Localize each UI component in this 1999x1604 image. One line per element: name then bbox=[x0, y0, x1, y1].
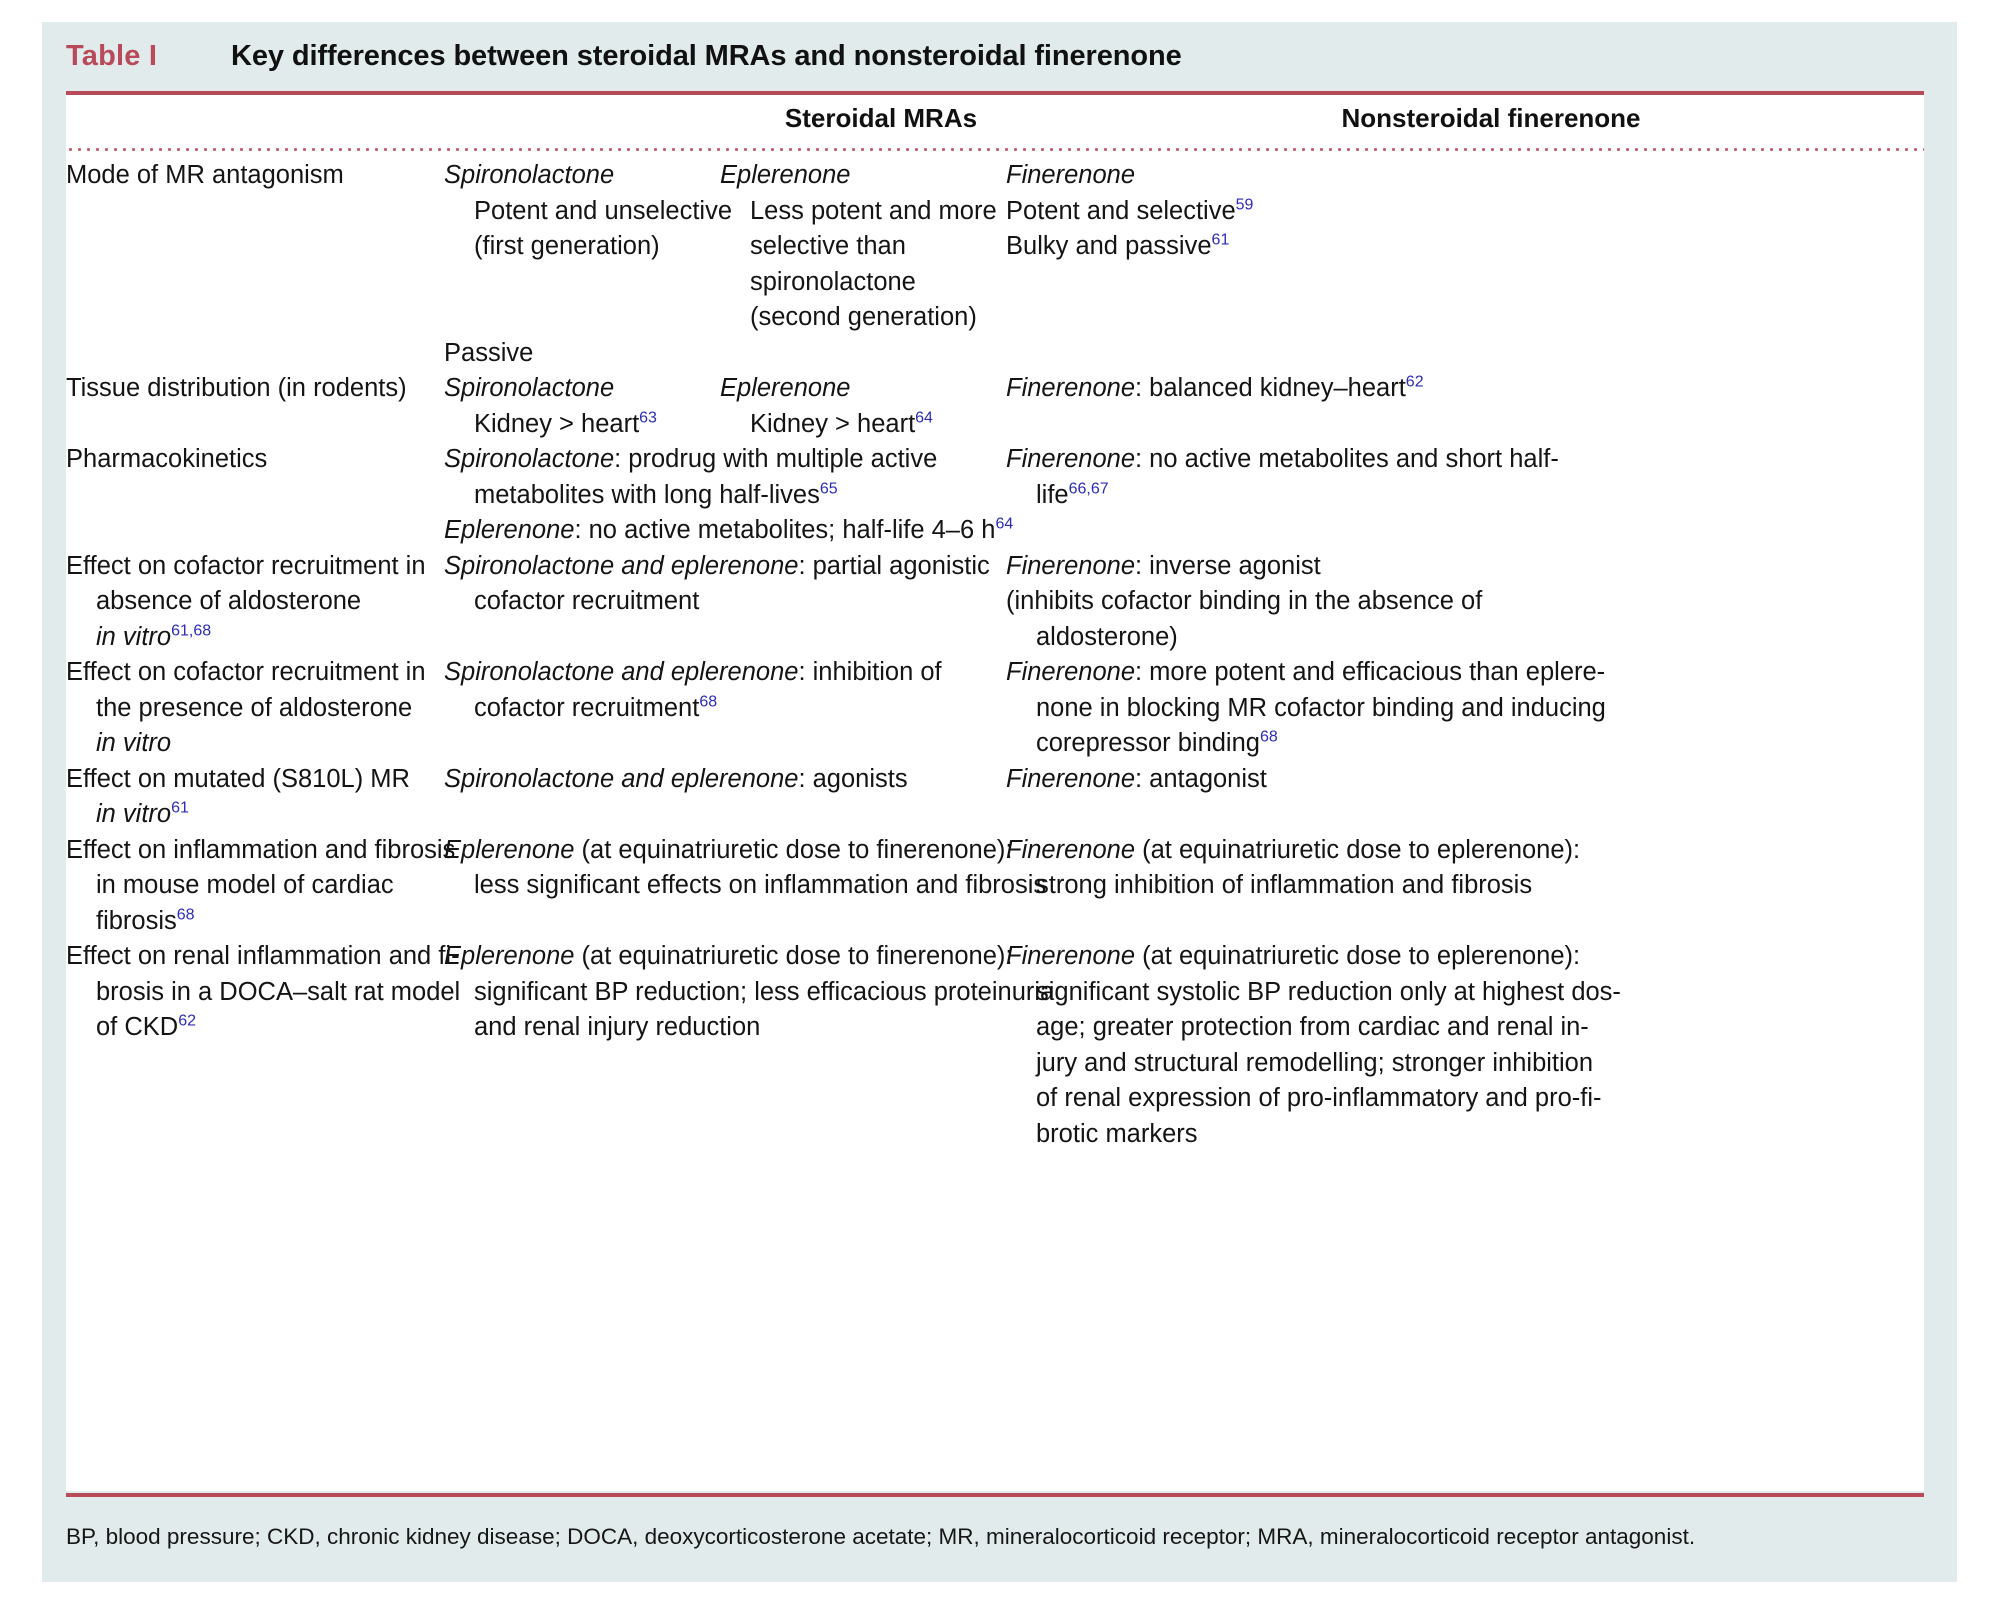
cell-line bbox=[720, 371, 1006, 407]
cell-line: brotic markers bbox=[1036, 1119, 1198, 1148]
cell-line: Effect on cofactor recruitment in bbox=[66, 658, 426, 686]
table-header-dotted-rule bbox=[66, 148, 1924, 151]
reference-superscript: 65 bbox=[819, 480, 838, 497]
italic-term: Eplerenone bbox=[720, 161, 851, 189]
cell-line: metabolites with long half-lives$^{65}$ bbox=[474, 480, 838, 509]
steroidal-merged-cell bbox=[444, 442, 1014, 549]
page-margin-bottom bbox=[0, 1582, 1999, 1604]
cell-line bbox=[444, 158, 720, 194]
cell-line: Effect on mutated (S810L) MR bbox=[66, 764, 410, 793]
table-caption bbox=[66, 40, 1926, 73]
cell-line: Spironolactone and eplerenone: partial agonistic bbox=[444, 551, 990, 580]
reference-superscript: 63 bbox=[639, 409, 657, 426]
row-label-cell bbox=[66, 442, 444, 478]
italic-term: in vitro bbox=[96, 729, 172, 757]
cell-line: Kidney > heart$^{63}$ bbox=[474, 409, 657, 438]
italic-term: Finerenone bbox=[1006, 764, 1136, 793]
cell-line: of renal expression of pro-inflammatory and pro-fi- bbox=[1036, 1084, 1602, 1112]
italic-term: Finerenone bbox=[1006, 835, 1136, 864]
reference-superscript: 62 bbox=[1405, 373, 1424, 391]
finerenone-cell bbox=[1006, 655, 1666, 762]
cell-line: Bulky and passive$^{61}$ bbox=[1006, 231, 1230, 260]
cell-line bbox=[66, 797, 438, 833]
cell-line: Eplerenone (at equinatriuretic dose to finerenone): bbox=[444, 835, 1013, 864]
column-header-steroidal-mras: Steroidal MRAs bbox=[784, 103, 978, 133]
cell-line: selective than bbox=[750, 232, 906, 260]
cell-line: Potent and selective$^{59}$ bbox=[1006, 196, 1254, 225]
cell-line: (first generation) bbox=[474, 232, 660, 260]
row-label-cell bbox=[66, 762, 444, 833]
cell-line: Finerenone: inverse agonist bbox=[1006, 551, 1321, 580]
finerenone-cell bbox=[1006, 371, 1666, 407]
cell-line: Eplerenone (at equinatriuretic dose to finerenone): bbox=[444, 942, 1013, 970]
cell-line: jury and structural remodelling; stronger inhibition bbox=[1036, 1048, 1594, 1077]
cell-line: aldosterone) bbox=[1036, 622, 1178, 651]
cell-line: Kidney > heart$^{64}$ bbox=[750, 409, 933, 438]
cell-line: Finerenone: more potent and efficacious than eplere- bbox=[1006, 658, 1606, 686]
italic-term: Spironolactone bbox=[444, 445, 615, 473]
cell-line: strong inhibition of inflammation and fibrosis bbox=[1036, 871, 1533, 899]
cell-line: Spironolactone: prodrug with multiple active bbox=[444, 445, 938, 473]
reference-superscript: 59 bbox=[1235, 196, 1254, 213]
cell-line: life$^{66,67}$ bbox=[1036, 480, 1109, 509]
italic-term: Spironolactone and eplerenone bbox=[444, 551, 799, 580]
italic-term: Finerenone bbox=[1006, 658, 1136, 686]
reference-superscript: 61 bbox=[171, 799, 189, 817]
cell-line: Spironolactone and eplerenone: inhibition of bbox=[444, 658, 942, 686]
cell-line bbox=[66, 620, 438, 656]
column-header-nonsteroidal-finerenone: Nonsteroidal finerenone bbox=[1341, 103, 1641, 133]
cell-line: corepressor binding$^{68}$ bbox=[1036, 728, 1278, 757]
finerenone-cell bbox=[1006, 939, 1666, 1152]
table-row bbox=[66, 549, 1924, 656]
row-label-cell bbox=[66, 939, 461, 1046]
italic-term: Spironolactone and eplerenone bbox=[444, 764, 799, 793]
steroidal-merged-cell bbox=[444, 939, 1055, 1046]
row-label-cell bbox=[66, 833, 456, 940]
cell-line: Finerenone (at equinatriuretic dose to eplerenone): bbox=[1006, 835, 1581, 864]
steroidal-merged-cell bbox=[444, 549, 1006, 620]
eplerenone-cell bbox=[720, 371, 1006, 442]
cell-line: Potent and unselective bbox=[474, 196, 733, 225]
italic-term: Spironolactone bbox=[444, 161, 615, 189]
row-label-cell bbox=[66, 371, 444, 407]
italic-term: Finerenone bbox=[1006, 551, 1136, 580]
row-label-cell bbox=[66, 158, 444, 194]
cell-line: of CKD$^{62}$ bbox=[96, 1012, 196, 1041]
reference-superscript: 62 bbox=[178, 1012, 196, 1030]
table-number-label: Table I bbox=[66, 40, 158, 72]
cell-line: Finerenone: balanced kidney–heart$^{62}$ bbox=[1006, 373, 1424, 402]
spironolactone-cell bbox=[444, 371, 720, 442]
cell-line: Finerenone (at equinatriuretic dose to eplerenone): bbox=[1006, 942, 1581, 970]
cell-line: significant systolic BP reduction only at highest dos- bbox=[1036, 977, 1621, 1006]
cell-line: Finerenone: no active metabolites and short half- bbox=[1006, 445, 1559, 473]
eplerenone-cell bbox=[720, 158, 1006, 336]
cell-line bbox=[1006, 158, 1666, 194]
cell-line: fibrosis$^{68}$ bbox=[96, 906, 195, 935]
cell-line: (second generation) bbox=[750, 303, 977, 331]
steroidal-merged-cell bbox=[444, 762, 1006, 798]
reference-superscript: 68 bbox=[176, 906, 195, 923]
cell-line: Passive bbox=[444, 338, 534, 367]
reference-superscript: 61,68 bbox=[171, 622, 212, 639]
cell-line: Mode of MR antagonism bbox=[66, 161, 344, 189]
cell-line: Less potent and more bbox=[750, 196, 997, 225]
italic-term: Finerenone bbox=[1006, 161, 1136, 189]
cell-line: absence of aldosterone bbox=[96, 587, 362, 615]
cell-line: Eplerenone: no active metabolites; half-life 4–6 $h^{64}$ bbox=[444, 515, 1014, 544]
cell-line: Pharmacokinetics bbox=[66, 445, 268, 473]
finerenone-cell bbox=[1006, 158, 1666, 265]
italic-term: Eplerenone bbox=[444, 942, 575, 970]
table-column-headers bbox=[66, 103, 1924, 145]
cell-line: none in blocking MR cofactor binding and inducing bbox=[1036, 693, 1606, 722]
cell-line: Effect on renal inflammation and fi- bbox=[66, 942, 460, 970]
row-label-cell bbox=[66, 655, 444, 762]
cell-line: Tissue distribution (in rodents) bbox=[66, 374, 407, 402]
steroidal-merged-cell bbox=[444, 833, 1047, 904]
cell-line: cofactor recruitment$^{68}$ bbox=[474, 693, 718, 722]
table-title: Key differences between steroidal MRAs and nonsteroidal finerenone bbox=[231, 40, 1182, 72]
table-rows bbox=[66, 158, 1924, 1152]
finerenone-cell bbox=[1006, 833, 1666, 904]
page-margin-right bbox=[1957, 0, 1999, 1604]
steroidal-merged-cell bbox=[444, 655, 1006, 726]
italic-term: Eplerenone bbox=[444, 835, 575, 864]
spironolactone-cell bbox=[444, 158, 733, 371]
cell-line: Spironolactone and eplerenone: agonists bbox=[444, 764, 908, 793]
italic-term: Spironolactone bbox=[444, 374, 615, 402]
cell-line: significant BP reduction; less efficacious proteinuria bbox=[474, 977, 1055, 1006]
table-row bbox=[66, 371, 1924, 442]
page-margin-top bbox=[0, 0, 1999, 22]
cell-line: Effect on cofactor recruitment in bbox=[66, 551, 426, 580]
italic-term: in vitro bbox=[96, 622, 172, 651]
italic-term: Finerenone bbox=[1006, 445, 1136, 473]
cell-line: Finerenone: antagonist bbox=[1006, 764, 1267, 793]
table-row bbox=[66, 833, 1924, 940]
reference-superscript: 64 bbox=[995, 515, 1014, 533]
cell-line: age; greater protection from cardiac and renal in- bbox=[1036, 1013, 1589, 1041]
italic-term: Finerenone bbox=[1006, 942, 1136, 970]
row-label-cell bbox=[66, 549, 444, 656]
italic-term: in vitro bbox=[96, 800, 172, 828]
cell-line: brosis in a DOCA–salt rat model bbox=[96, 977, 461, 1006]
finerenone-cell bbox=[1006, 442, 1666, 513]
table-row bbox=[66, 158, 1924, 371]
cell-line: in mouse model of cardiac bbox=[96, 871, 394, 899]
page-margin-left bbox=[0, 0, 42, 1604]
table-row bbox=[66, 762, 1924, 833]
cell-line: spironolactone bbox=[750, 267, 916, 296]
reference-superscript: 66,67 bbox=[1068, 480, 1109, 497]
cell-line: and renal injury reduction bbox=[474, 1013, 761, 1041]
reference-superscript: 68 bbox=[1259, 728, 1278, 746]
table-row bbox=[66, 655, 1924, 762]
italic-term: Eplerenone bbox=[720, 374, 851, 402]
finerenone-cell bbox=[1006, 762, 1666, 798]
cell-line: the presence of aldosterone bbox=[96, 693, 413, 722]
italic-term: Finerenone bbox=[1006, 374, 1136, 402]
cell-line: (inhibits cofactor binding in the absence of bbox=[1006, 587, 1483, 615]
finerenone-cell bbox=[1006, 549, 1666, 656]
cell-line: Effect on inflammation and fibrosis bbox=[66, 835, 456, 864]
cell-line: less significant effects on inflammation and fibrosis bbox=[474, 871, 1047, 899]
cell-line bbox=[720, 158, 1006, 194]
reference-superscript: 61 bbox=[1211, 231, 1230, 249]
table-bottom-rule bbox=[66, 1493, 1924, 1497]
table-row bbox=[66, 939, 1924, 1152]
cell-line: cofactor recruitment bbox=[474, 587, 700, 615]
cell-line bbox=[444, 371, 720, 407]
reference-superscript: 64 bbox=[915, 409, 933, 426]
table-footnote: BP, blood pressure; CKD, chronic kidney disease; DOCA, deoxycorticosterone acetate; MR, mineralocorticoid receptor; MRA, mineralocorticoid receptor antagonist. bbox=[66, 1524, 1696, 1549]
italic-term: Spironolactone and eplerenone bbox=[444, 658, 799, 686]
reference-superscript: 68 bbox=[699, 693, 718, 710]
table-top-rule bbox=[66, 91, 1924, 95]
italic-term: Eplerenone bbox=[444, 516, 575, 544]
table-row bbox=[66, 442, 1924, 549]
cell-line bbox=[66, 726, 438, 762]
